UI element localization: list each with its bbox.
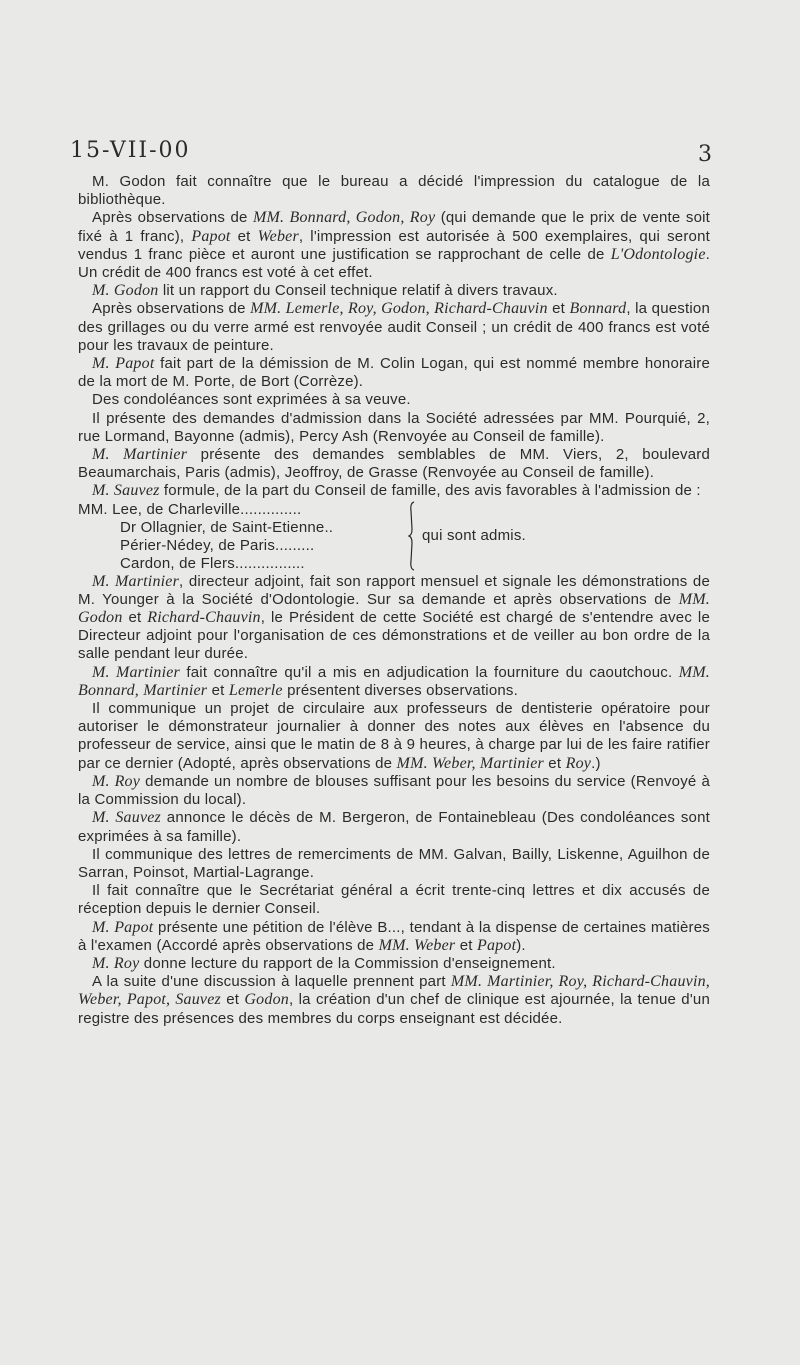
text-run: donne lecture du rapport de la Commission d'enseignement. xyxy=(139,954,556,972)
italic-name: L'Odontologie xyxy=(610,245,706,263)
paragraphs-after-list xyxy=(78,573,710,1028)
italic-name: M. Sauvez xyxy=(92,482,160,500)
text-run: et xyxy=(543,754,566,772)
paragraph xyxy=(78,173,710,209)
paragraph xyxy=(78,446,710,482)
paragraphs-before-list xyxy=(78,173,710,501)
text-run: (qui demande que le prix de vente soit fixé à 1 franc), xyxy=(78,209,711,245)
italic-name: M. Martinier xyxy=(92,446,188,464)
admission-note: qui sont admis. xyxy=(422,526,526,544)
text-run: présente une pétition de l'élève B..., tendant à la dispense de certaines matières à l'examen (Accordé après observations de xyxy=(78,918,710,954)
text-run: et xyxy=(455,936,477,954)
curly-brace-icon xyxy=(408,501,418,571)
paragraph xyxy=(78,700,710,773)
text-run: présente des demandes semblables de MM. Viers, 2, boulevard Beaumarchais, Paris (admis), Jeoffroy, de Grasse (Renvoyée au Conseil de famille). xyxy=(78,446,710,482)
italic-name: M. Godon xyxy=(92,282,159,300)
text-run: ). xyxy=(516,936,526,954)
italic-name: MM. Bonnard, Martinier xyxy=(78,663,710,699)
text-run: Il fait connaître que le Secrétariat général a écrit trente-cinq lettres et dix accusés de réception depuis le dernier Conseil. xyxy=(78,882,710,918)
text-run: A la suite d'une discussion à laquelle prennent part xyxy=(92,973,451,991)
italic-name: M. Martinier xyxy=(92,572,180,590)
text-run: annonce le décès de M. Bergeron, de Fontainebleau (Des condoléances sont exprimées à sa famille). xyxy=(78,809,710,845)
text-run: Il communique des lettres de remerciments de MM. Galvan, Bailly, Liskenne, Aguilhon de Sarran, Poinsot, Martial-Lagrange. xyxy=(78,845,710,881)
paragraph xyxy=(78,809,710,845)
text-run: . Un crédit de 400 francs est voté à cet effet. xyxy=(78,245,710,282)
text-run: demande un nombre de blouses suffisant pour les besoins du service (Renvoyé à la Commission du local). xyxy=(78,772,711,809)
paragraph xyxy=(78,846,710,882)
italic-name: MM. Godon xyxy=(78,590,710,627)
text-run: lit un rapport du Conseil technique relatif à divers travaux. xyxy=(158,282,558,300)
italic-name: M. Papot xyxy=(92,918,154,936)
text-run: M. Godon fait connaître que le bureau a décidé l'impression du catalogue de la bibliothèque. xyxy=(78,173,710,209)
admission-list-item: Dr Ollagnier, de Saint-Etienne.. xyxy=(120,518,334,536)
admission-list-item: Cardon, de Flers................ xyxy=(120,554,305,572)
text-run: et xyxy=(547,300,570,318)
italic-name: Lemerle xyxy=(228,681,283,699)
paragraph xyxy=(78,973,710,1028)
text-run: et xyxy=(220,991,245,1009)
italic-name: MM. Martinier, Roy, Richard-Chauvin, Weber, Papot, Sauvez xyxy=(78,973,710,1009)
paragraph xyxy=(78,410,710,446)
body-text xyxy=(78,173,710,1028)
text-run: Il communique un projet de circulaire aux professeurs de dentisterie opératoire pour autoriser le démonstrateur journalier à donner des notes aux élèves en l'absence du professeur de service, ainsi que le matin de 8 à 9 heures, à charge par lui de les faire ratifier par ce dernier (Adopté, après observations de xyxy=(78,700,710,772)
text-run: , la question des grillages ou du verre armé est renvoyée audit Conseil ; un crédit de 400 francs est voté pour les travaux de peinture. xyxy=(78,300,710,354)
text-run: et xyxy=(122,609,148,627)
italic-name: Bonnard xyxy=(569,300,627,318)
text-run: et xyxy=(230,227,258,245)
text-run: ) xyxy=(595,754,601,772)
text-run: , directeur adjoint, fait son rapport mensuel et signale les démonstrations de M. Younger à la Société d'Odontologie. Sur sa demande et après observations de xyxy=(78,572,711,608)
text-run: , l'impression est autorisée à 500 exemplaires, qui seront vendus 1 franc pièce et auront une justification se rapprochant de celle de xyxy=(78,227,710,263)
issue-date: 15-VII-00 xyxy=(70,138,191,163)
text-run: Il présente des demandes d'admission dans la Société adressées par MM. Pourquié, 2, rue Lormand, Bayonne (admis), Percy Ash (Renvoyée au Conseil de famille). xyxy=(78,409,710,445)
italic-name: M. Roy xyxy=(92,772,141,790)
admission-list-item: Périer-Nédey, de Paris......... xyxy=(120,536,315,554)
italic-name: MM. Lemerle, Roy, Godon, Richard-Chauvin xyxy=(250,300,548,318)
admission-list-item: MM. Lee, de Charleville.............. xyxy=(78,500,302,518)
text-run: formule, de la part du Conseil de famille, des avis favorables à l'admission de : xyxy=(159,482,701,500)
italic-name: MM. Weber xyxy=(378,936,456,954)
paragraph xyxy=(78,300,710,355)
page-number: 3 xyxy=(698,142,712,167)
text-run: fait part de la démission de M. Colin Logan, qui est nommé membre honoraire de la mort de M. Porte, de Bort (Corrèze). xyxy=(78,355,710,391)
italic-name: MM. Bonnard, Godon, Roy xyxy=(253,209,436,227)
paragraph xyxy=(78,882,710,918)
italic-name: Papot xyxy=(191,227,231,245)
italic-name: M. Sauvez xyxy=(92,809,161,827)
italic-name: Richard-Chauvin xyxy=(147,609,261,627)
text-run: Des condoléances sont exprimées à sa veuve. xyxy=(92,391,411,409)
text-run: et xyxy=(207,681,229,699)
text-run: présentent diverses observations. xyxy=(282,681,518,699)
paragraph xyxy=(78,209,710,282)
page-header xyxy=(70,138,712,168)
italic-name: Roy xyxy=(565,754,592,772)
paragraph xyxy=(78,664,710,700)
italic-name: M. Martinier xyxy=(92,663,180,681)
text-run: Après observations de xyxy=(92,209,253,227)
paragraph xyxy=(78,282,710,300)
admission-list xyxy=(78,501,710,573)
paragraph xyxy=(78,573,710,664)
paragraph xyxy=(78,355,710,391)
paragraph xyxy=(78,482,710,500)
text-run: fait connaître qu'il a mis en adjudication la fourniture du caoutchouc. xyxy=(179,663,679,681)
italic-name: Papot xyxy=(477,936,517,954)
italic-name: Godon xyxy=(244,991,289,1009)
italic-name: MM. Weber, Martinier xyxy=(396,754,544,772)
italic-name: M. Roy xyxy=(92,954,140,972)
text-run: Après observations de xyxy=(92,300,251,318)
paragraph xyxy=(78,773,710,809)
italic-name: Weber xyxy=(257,227,299,245)
italic-name: M. Papot xyxy=(92,355,155,373)
text-run: , la création d'un chef de clinique est ajournée, la tenue d'un registre des présences des membres du corps enseignant est décidée. xyxy=(78,991,710,1027)
text-run: , le Président de cette Société est chargé de s'entendre avec le Directeur adjoint pour l'organisation de ces démonstrations et de veiller au bon ordre de la salle pendant leur durée. xyxy=(78,609,710,663)
text-run: . xyxy=(591,754,596,772)
paragraph xyxy=(78,955,710,973)
paragraph xyxy=(78,919,710,955)
paragraph xyxy=(78,391,710,409)
